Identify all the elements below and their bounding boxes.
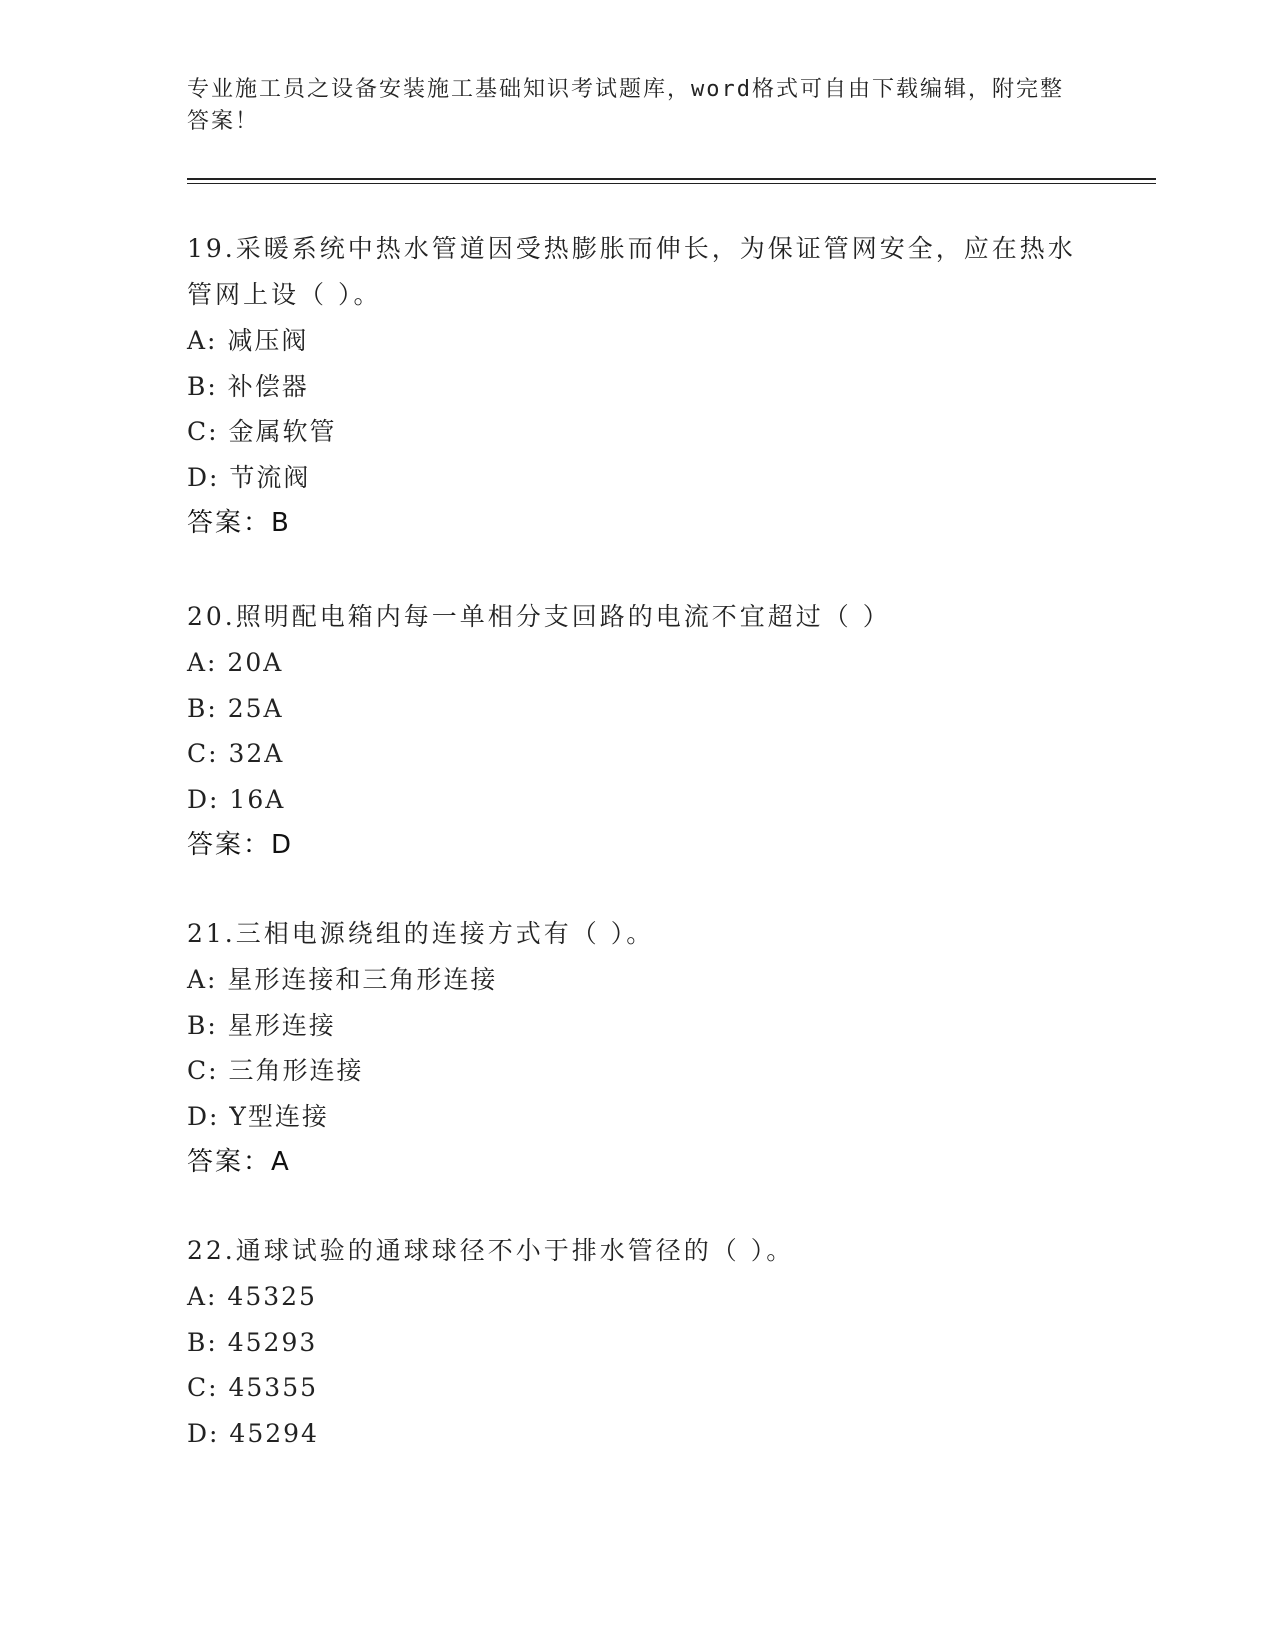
- question-text: 21.三相电源绕组的连接方式有（ ）。: [187, 919, 655, 948]
- header-divider-thick: [187, 178, 1156, 180]
- option-a: A: 20A: [187, 648, 284, 677]
- option-c: C: 金属软管: [187, 417, 337, 446]
- question-text: 22.通球试验的通球球径不小于排水管径的（ ）。: [187, 1236, 795, 1265]
- option-c: C: 45355: [187, 1373, 319, 1402]
- question-text: 19.采暖系统中热水管道因受热膨胀而伸长，为保证管网安全，应在热水管网上设（ ）。: [187, 234, 1076, 309]
- option-b: B: 补偿器: [187, 371, 309, 401]
- answer-label: 答案：B: [187, 508, 291, 538]
- option-b: B: 星形连接: [187, 1010, 336, 1040]
- option-d: D: 16A: [187, 784, 286, 814]
- option-a: A: 45325: [187, 1282, 317, 1311]
- option-a: A: 星形连接和三角形连接: [187, 965, 498, 994]
- document-header: 专业施工员之设备安装施工基础知识考试题库，word格式可自由下载编辑，附完整答案！: [187, 77, 1064, 134]
- option-d: D: 节流阀: [187, 462, 311, 492]
- option-c: C: 32A: [187, 739, 285, 768]
- option-b: B: 25A: [187, 693, 284, 723]
- question-21: [187, 911, 1087, 1185]
- option-d: D: 45294: [187, 1418, 319, 1448]
- question-22: [187, 1228, 1087, 1456]
- answer-label: 答案：D: [187, 830, 294, 860]
- option-c: C: 三角形连接: [187, 1056, 364, 1085]
- option-a: A: 减压阀: [187, 326, 309, 355]
- question-text: 20.照明配电箱内每一单相分支回路的电流不宜超过（ ）: [187, 602, 891, 631]
- header-divider-thin: [187, 183, 1156, 184]
- question-19: [187, 226, 1087, 546]
- question-20: [187, 594, 1087, 868]
- option-b: B: 45293: [187, 1327, 318, 1357]
- answer-label: 答案：A: [187, 1147, 291, 1177]
- option-d: D: Y型连接: [187, 1101, 329, 1131]
